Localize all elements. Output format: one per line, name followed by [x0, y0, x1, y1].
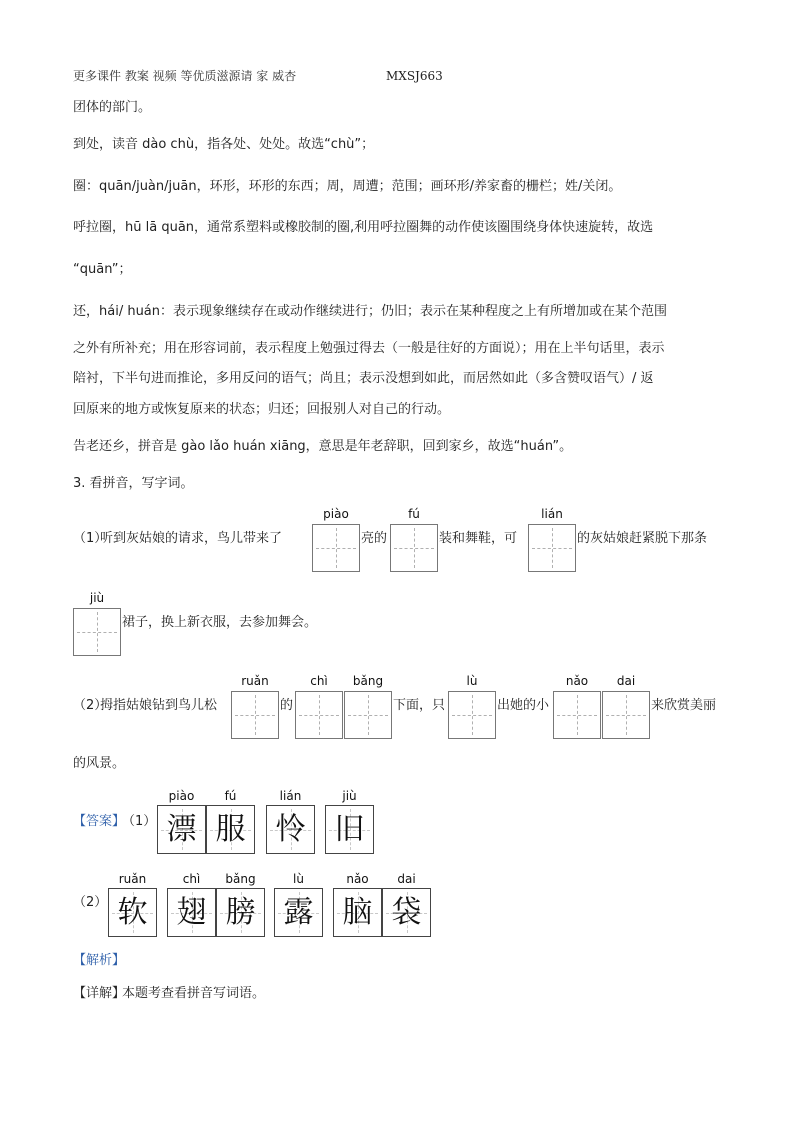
writing-box[interactable]: [73, 608, 121, 656]
text-line: 回原来的地方或恢复原来的状态；归还；回报别人对自己的行动。: [73, 402, 451, 417]
writing-box[interactable]: [553, 691, 601, 739]
writing-box[interactable]: [312, 524, 360, 572]
pinyin-label: lián: [541, 507, 563, 521]
writing-box[interactable]: [528, 524, 576, 572]
q2-text-3: 下面，只: [393, 698, 446, 713]
text-line: 告老还乡，拼音是 gào lǎo huán xiāng，意思是年老辞职，回到家乡，故选“huán”。: [73, 439, 573, 454]
pinyin-label: piào: [168, 789, 195, 803]
answer-char: 露: [274, 888, 323, 937]
q2-text-1: 拇指姑娘钻到鸟儿松: [100, 698, 218, 713]
q1-text-4: 的灰姑娘赶紧脱下那条: [577, 531, 708, 546]
writing-box[interactable]: [231, 691, 279, 739]
pinyin-label: bǎng: [225, 872, 256, 886]
text-line: 之外有所补充；用在形容词前，表示程度上勉强过得去（一般是往好的方面说）；用在上半句话里，表示: [73, 341, 665, 356]
pinyin-label: jiù: [89, 591, 105, 605]
pinyin-label: dai: [616, 674, 636, 688]
text-line: “quān”；: [73, 262, 132, 277]
answer-label: 【答案】: [73, 814, 126, 829]
pinyin-label: jiù: [342, 789, 357, 803]
detail-label: 【详解】: [73, 986, 126, 1001]
q2-text-6: 的风景。: [73, 756, 126, 771]
q1-text-1: 听到灰姑娘的请求，鸟儿带来了: [100, 531, 283, 546]
answer-number-1: （1）: [122, 814, 157, 829]
q2-text-4: 出她的小: [497, 698, 550, 713]
q1-text-3: 装和舞鞋，可: [439, 531, 518, 546]
q1-number: （1）: [73, 531, 108, 546]
header-code: MXSJ663: [386, 69, 443, 83]
pinyin-label: chì: [310, 674, 328, 688]
answer-char: 怜: [266, 805, 315, 854]
answer-char: 漂: [157, 805, 206, 854]
pinyin-label: lián: [279, 789, 302, 803]
writing-box[interactable]: [602, 691, 650, 739]
answer-char: 服: [206, 805, 255, 854]
pinyin-label: nǎo: [565, 674, 589, 688]
q2-text-2: 的: [280, 698, 294, 713]
text-line: 团体的部门。: [73, 100, 152, 115]
text-line: 圈：quān/juàn/juān，环形，环形的东西；周，周遭；范围；画环形/养家畜的栅栏；姓/关闭。: [73, 179, 622, 194]
writing-box[interactable]: [448, 691, 496, 739]
q2-text-5: 来欣赏美丽: [651, 698, 717, 713]
pinyin-label: lù: [293, 872, 304, 886]
pinyin-label: bǎng: [352, 674, 384, 688]
answer-char: 旧: [325, 805, 374, 854]
answer-number-2: （2）: [73, 895, 108, 910]
answer-char: 软: [108, 888, 157, 937]
pinyin-label: piào: [323, 507, 349, 521]
q1-text-2: 亮的: [361, 531, 388, 546]
writing-box[interactable]: [390, 524, 438, 572]
analysis-label: 【解析】: [73, 953, 126, 968]
pinyin-label: fú: [408, 507, 420, 521]
pinyin-label: nǎo: [346, 872, 369, 886]
q2-number: （2）: [73, 698, 108, 713]
question-title: 3. 看拼音，写字词。: [73, 476, 194, 491]
writing-box[interactable]: [295, 691, 343, 739]
text-line: 还，hái/ huán：表示现象继续存在或动作继续进行；仍旧；表示在某种程度之上有所增加或在某个范围: [73, 304, 668, 319]
pinyin-label: lù: [466, 674, 478, 688]
answer-char: 袋: [382, 888, 431, 937]
text-line: 呼拉圈，hū lā quān，通常系塑料或橡胶制的圈,利用呼拉圈舞的动作使该圈围绕身体快速旋转，故选: [73, 220, 654, 235]
text-line: 到处，读音 dào chù，指各处、处处。故选“chù”；: [73, 137, 375, 152]
answer-char: 脑: [333, 888, 382, 937]
pinyin-label: chì: [182, 872, 201, 886]
detail-text: 本题考查看拼音写词语。: [122, 986, 266, 1001]
answer-char: 膀: [216, 888, 265, 937]
pinyin-label: dai: [397, 872, 416, 886]
pinyin-label: fú: [224, 789, 237, 803]
writing-box[interactable]: [344, 691, 392, 739]
pinyin-label: ruǎn: [118, 872, 147, 886]
q1-text-5: 裙子，换上新衣服，去参加舞会。: [122, 615, 318, 630]
text-line: 陪衬，下半句进而推论，多用反问的语气；尚且；表示没想到如此，而居然如此（多含赞叹语气）/ 返: [73, 371, 654, 386]
page-header: 更多课件 教案 视频 等优质滋源请 家 威杏: [73, 69, 297, 83]
answer-char: 翅: [167, 888, 216, 937]
pinyin-label: ruǎn: [241, 674, 269, 688]
